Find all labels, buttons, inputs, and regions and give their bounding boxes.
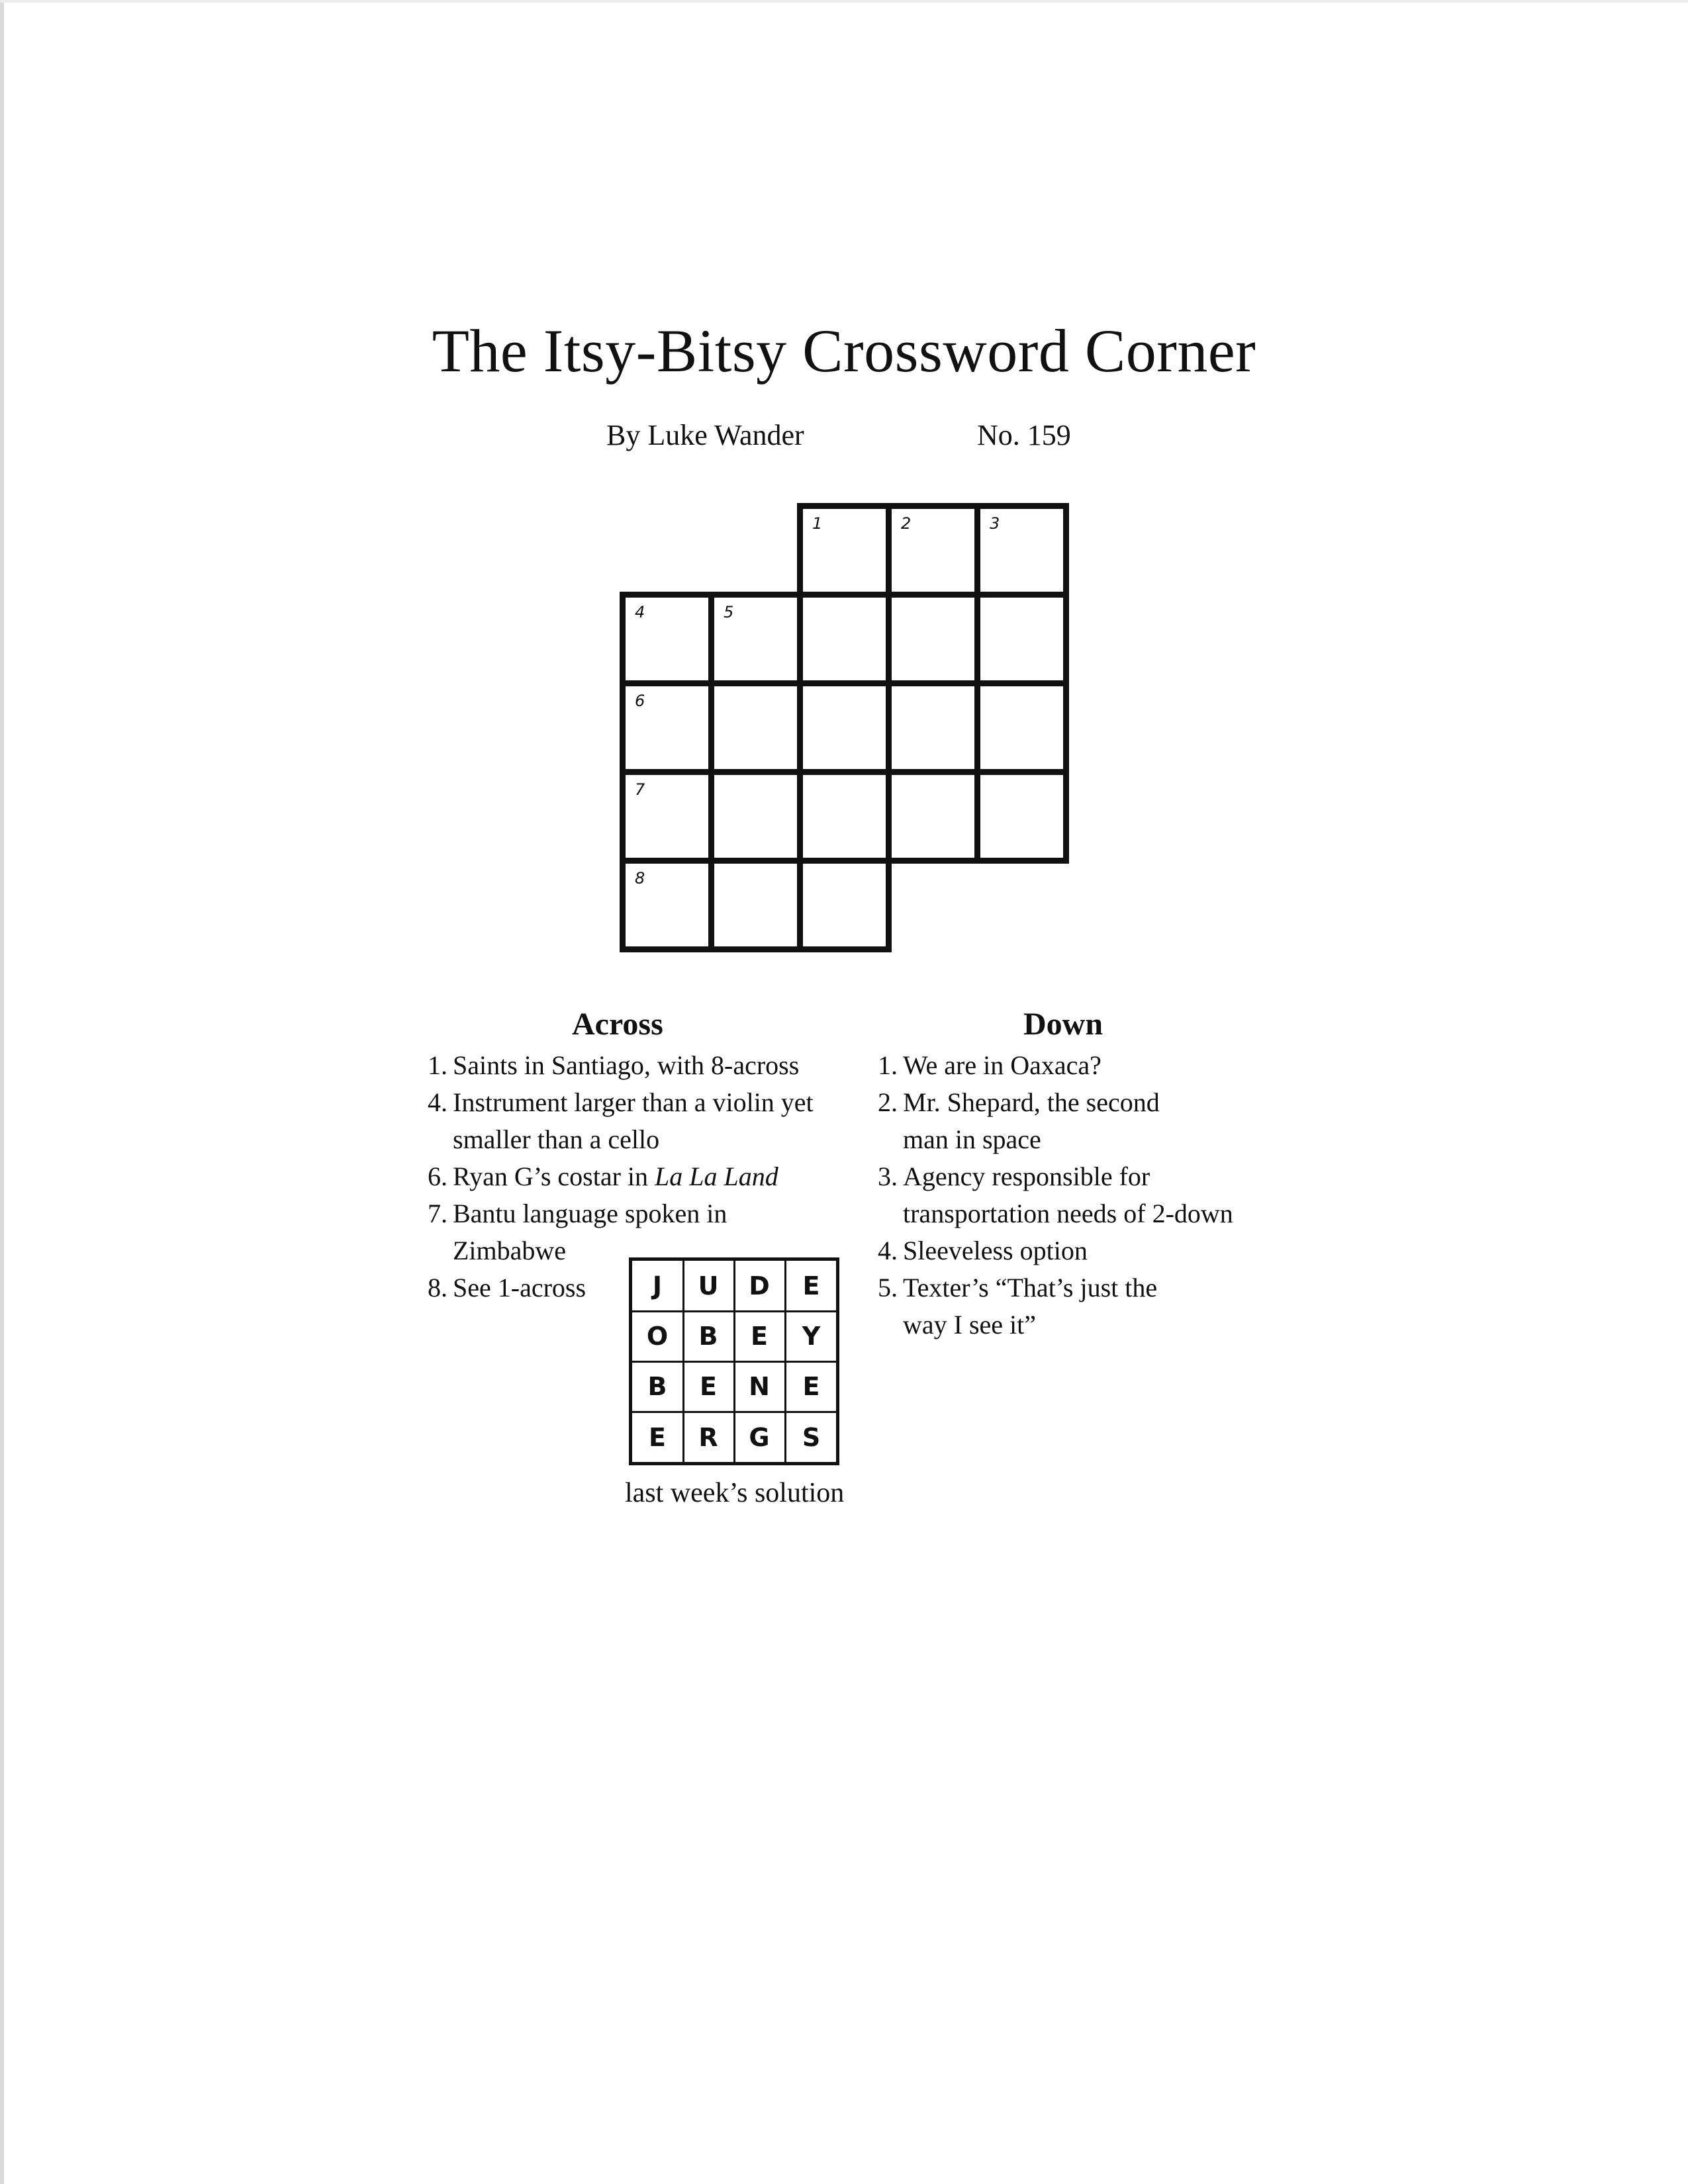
solution-cell: E [734,1311,786,1363]
clue-italic-title: La La Land [655,1161,778,1191]
solution-cell: E [683,1361,735,1413]
clue-text: We are in Oaxaca? [903,1050,1102,1080]
down-clue-5 [878,1269,1157,1343]
solution-cell: D [734,1261,786,1312]
clue-number: 4. [428,1087,447,1117]
solution-cell: J [632,1261,684,1312]
crossword-cell[interactable] [797,503,892,598]
across-clue-6 [428,1158,778,1195]
clue-text: Mr. Shepard, the second [903,1087,1160,1117]
solution-cell: B [683,1311,735,1363]
across-clue-1 [428,1047,799,1084]
cell-number: 2 [901,514,912,533]
cell-number: 3 [990,514,1000,533]
clue-text: Saints in Santiago, with 8-across [453,1050,800,1080]
crossword-cell[interactable] [708,858,803,952]
cell-number: 1 [812,514,823,533]
clue-number: 1. [878,1050,898,1080]
down-clue-3 [878,1158,1233,1232]
crossword-cell[interactable] [620,858,714,952]
crossword-cell[interactable] [974,503,1069,598]
clue-number: 3. [878,1161,898,1191]
last-week-solution-grid [629,1257,839,1465]
clue-text: Agency responsible for [903,1161,1150,1191]
crossword-cell[interactable] [886,680,980,775]
crossword-cell[interactable] [708,592,803,686]
clue-number: 5. [878,1273,898,1302]
clue-text: Texter’s “That’s just the [903,1273,1158,1302]
solution-cell: B [632,1361,684,1413]
down-heading: Down [1023,1007,1103,1042]
across-heading: Across [572,1007,663,1042]
solution-cell: Y [785,1311,837,1363]
solution-cell: S [802,1423,821,1452]
clue-number: 4. [878,1236,898,1265]
crossword-grid [0,0,1688,960]
crossword-cell[interactable] [974,592,1069,686]
crossword-cell[interactable] [620,769,714,864]
crossword-cell[interactable] [708,680,803,775]
clue-number: 7. [428,1199,447,1228]
crossword-cell[interactable] [797,769,892,864]
solution-cell: N [734,1361,786,1413]
byline: By Luke Wander [606,419,804,451]
clue-text-continued: transportation needs of 2-down [903,1199,1233,1228]
clue-text: Ryan G’s costar in [453,1161,655,1191]
page-title: The Itsy-Bitsy Crossword Corner [432,317,1256,385]
issue-number: No. 159 [977,419,1071,451]
clue-text-continued: Zimbabwe [453,1236,567,1265]
solution-cell: E [785,1261,837,1312]
clue-text: Sleeveless option [903,1236,1088,1265]
across-clue-8 [428,1269,586,1306]
down-clue-2 [878,1084,1160,1158]
down-clue-4 [878,1232,1088,1269]
clue-text-continued: man in space [903,1124,1041,1154]
clue-number: 1. [428,1050,447,1080]
crossword-cell[interactable] [886,503,980,598]
crossword-cell[interactable] [974,680,1069,775]
clue-text: Bantu language spoken in [453,1199,727,1228]
cell-number: 8 [635,869,645,887]
crossword-cell[interactable] [797,858,892,952]
clue-number: 6. [428,1161,447,1191]
crossword-cell[interactable] [620,592,714,686]
solution-cell: R [683,1412,735,1463]
crossword-cell[interactable] [886,592,980,686]
solution-cell: U [683,1261,735,1312]
cell-number: 7 [635,780,645,799]
cell-number: 5 [724,603,734,621]
across-clue-4 [428,1084,814,1158]
solution-caption: last week’s solution [625,1478,845,1508]
solution-cell: E [785,1361,837,1413]
crossword-cell[interactable] [708,769,803,864]
crossword-cell[interactable] [886,769,980,864]
down-clue-1 [878,1047,1102,1084]
crossword-cell[interactable] [797,592,892,686]
clue-number: 8. [428,1273,447,1302]
solution-cell: E [632,1412,684,1463]
cell-number: 4 [635,603,645,621]
solution-cell: O [632,1311,684,1363]
crossword-cell[interactable] [797,680,892,775]
clue-text: See 1-across [453,1273,586,1302]
crossword-cell[interactable] [620,680,714,775]
solution-cell: G [734,1412,786,1463]
clue-text: Instrument larger than a violin yet [453,1087,814,1117]
clue-number: 2. [878,1087,898,1117]
clue-text-continued: way I see it” [903,1310,1037,1340]
cell-number: 6 [635,692,645,710]
crossword-cell[interactable] [974,769,1069,864]
clue-text-continued: smaller than a cello [453,1124,660,1154]
